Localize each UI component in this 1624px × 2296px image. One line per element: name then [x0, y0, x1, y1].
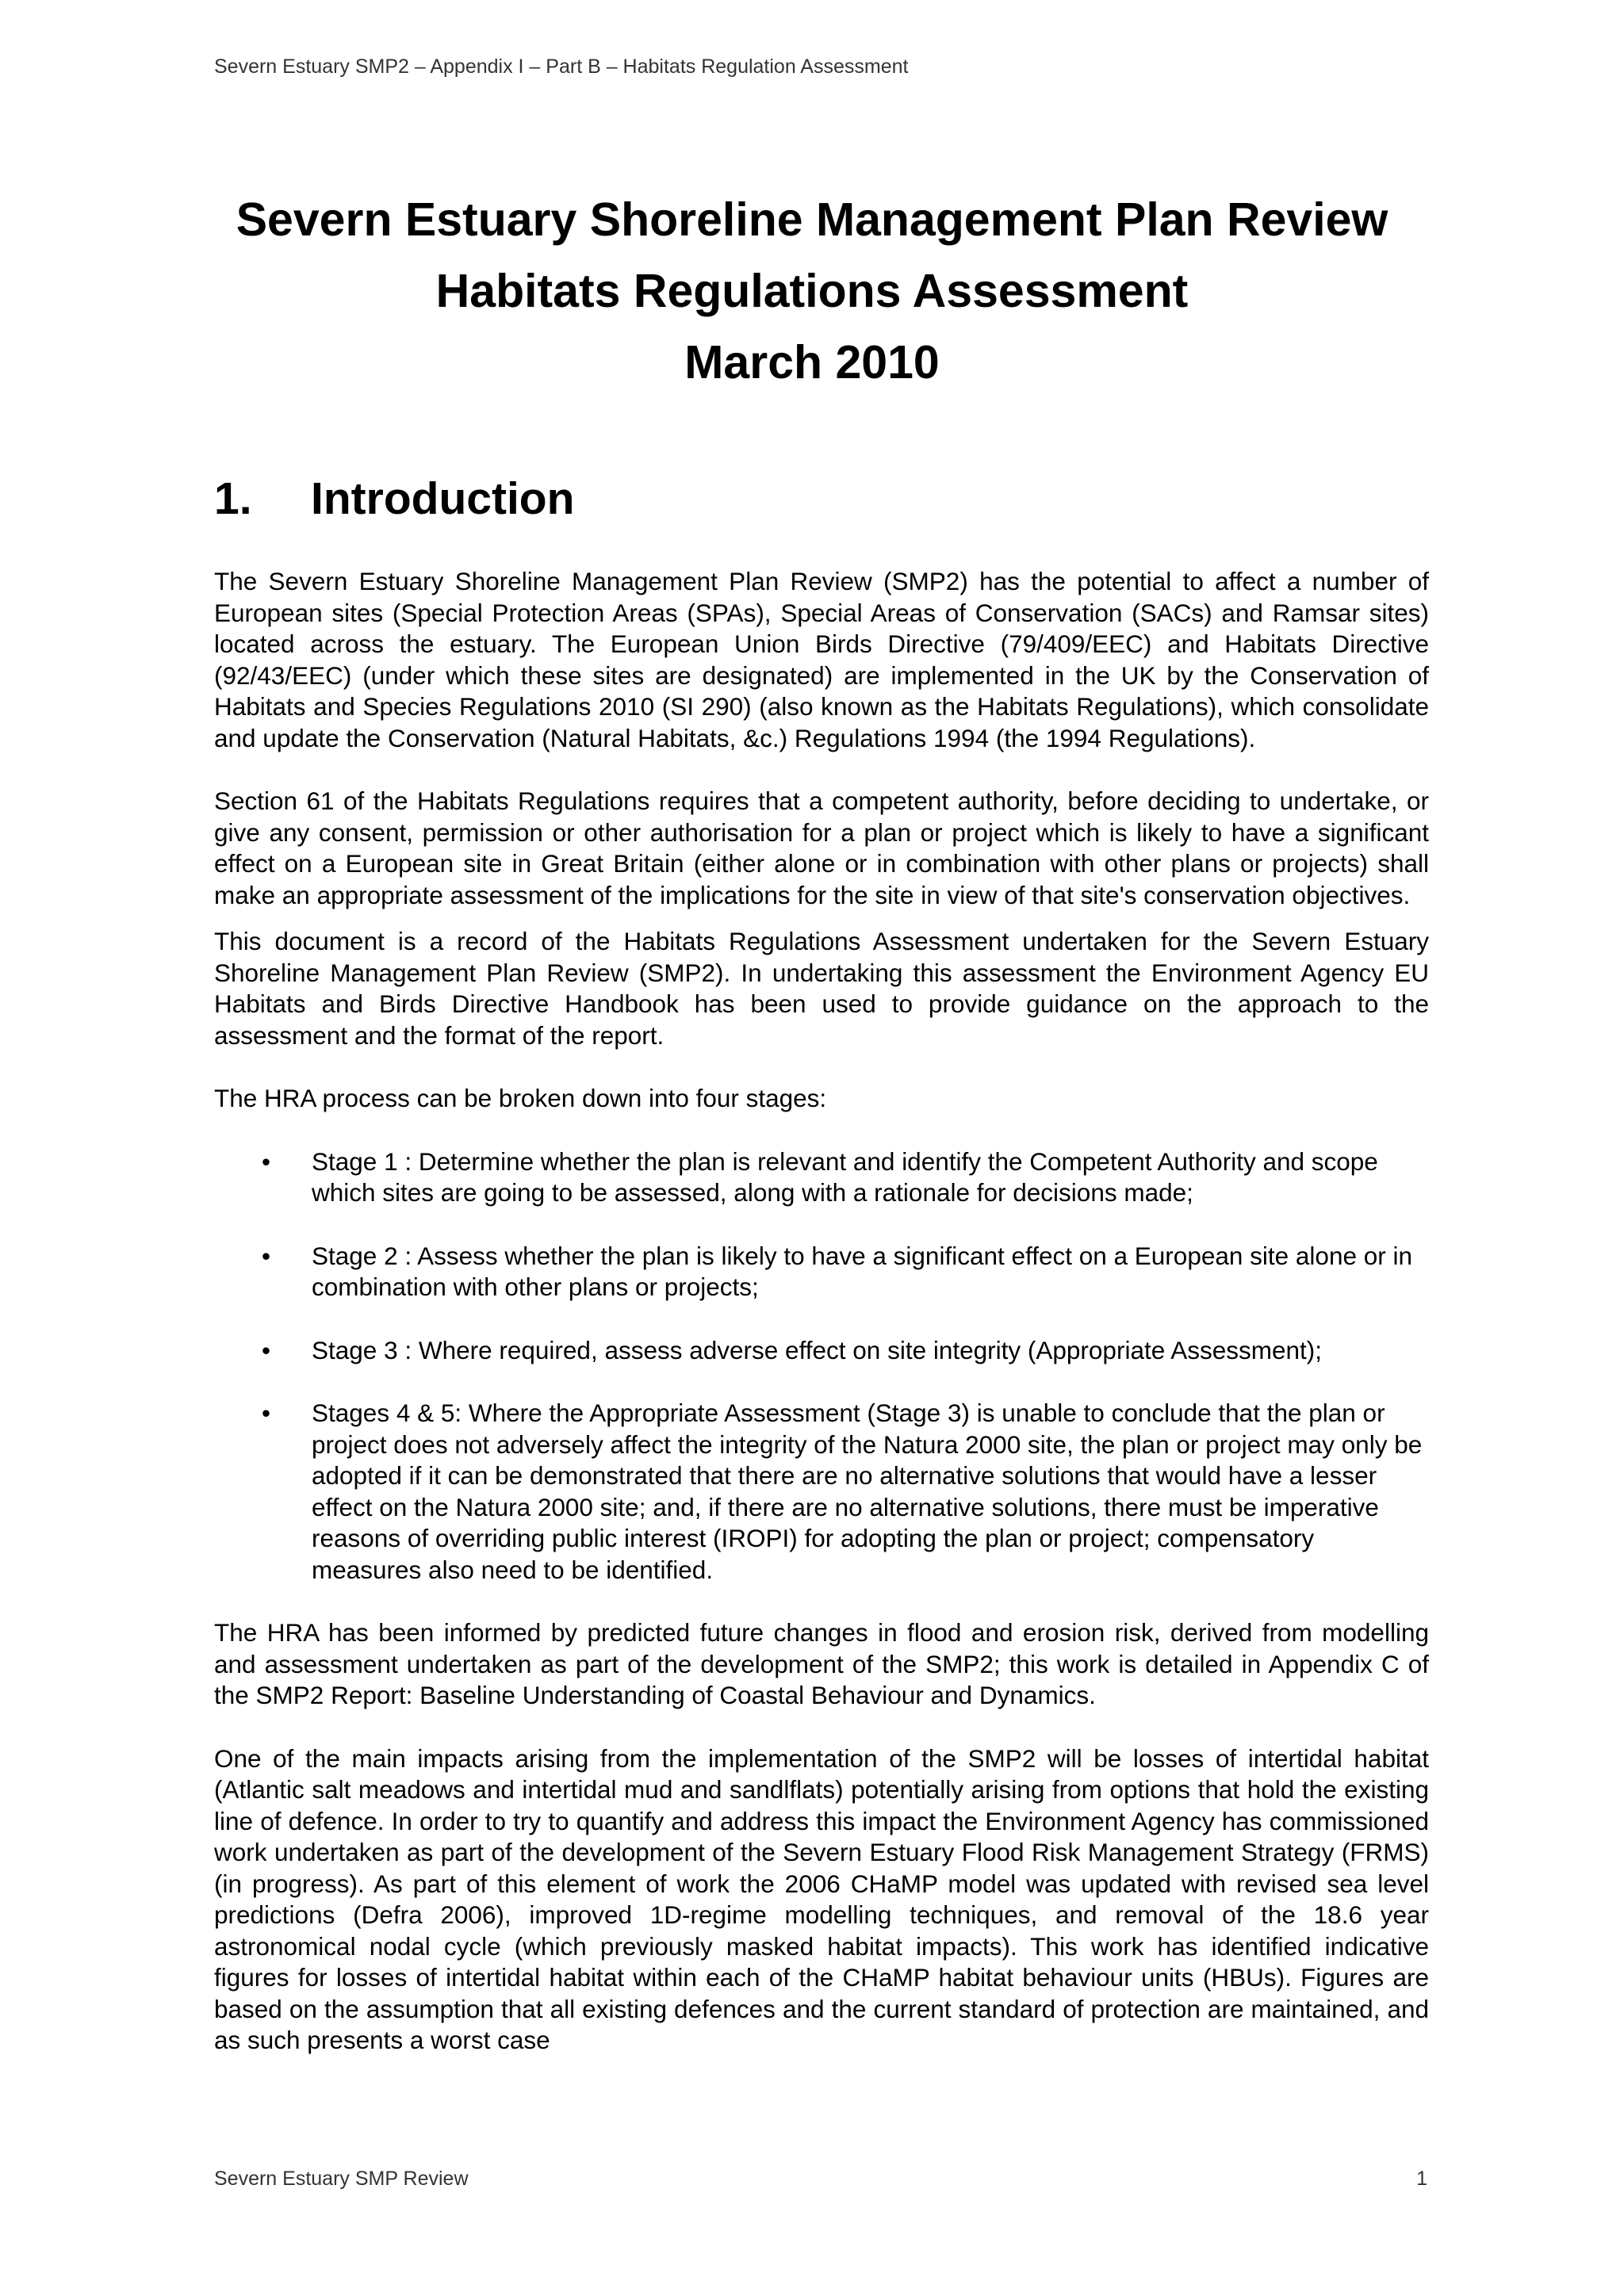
- paragraph-2: Section 61 of the Habitats Regulations requires that a competent authority, before deciding to undertake, or give any consent, permission or other authorisation for a plan or project which is likely to have a significant effect on a European site in Great Britain (either alone or in combination with other plans or projects) shall make an appropriate assessment of the implications for the site in view of that site's conservation objectives.: [214, 786, 1429, 909]
- paragraph-5: The HRA has been informed by predicted future changes in flood and erosion risk, derived from modelling and assessment undertaken as part of the development of the SMP2; this work is detailed in Appendix C of the SMP2 Report: Baseline Understanding of Coastal Behaviour and Dynamics.: [214, 1618, 1429, 1709]
- body-content: [214, 566, 1429, 2057]
- title-line-1: Severn Estuary Shoreline Management Plan Review: [236, 193, 1388, 246]
- stage-4-5-text: Stages 4 & 5: Where the Appropriate Assessment (Stage 3) is unable to conclude that the plan or project does not adversely affect the integrity of the Natura 2000 site, the plan or project may only be adopted if it can be demonstrated that there are no alternative solutions that would have a lesser effect on the Natura 2000 site; and, if there are no alternative solutions, there must be imperative reasons of overriding public interest (IROPI) for adopting the plan or project; compensatory measures also need to be identified.: [312, 1399, 1423, 1584]
- paragraph-4: The HRA process can be broken down into four stages:: [214, 1084, 827, 1112]
- page-number: 1: [1416, 2168, 1427, 2190]
- list-item: [214, 1146, 1429, 1209]
- running-header: Severn Estuary SMP2 – Appendix I – Part B – Habitats Regulation Assessment: [214, 55, 909, 78]
- title-line-2: Habitats Regulations Assessment: [435, 265, 1189, 317]
- paragraph-1: The Severn Estuary Shoreline Management Plan Review (SMP2) has the potential to affect a number of European sites (Special Protection Areas (SPAs), Special Areas of Conservation (SACs) and Ramsar sites) located across the estuary. The European Union Birds Directive (79/409/EEC) and Habitats Directive (92/43/EEC) (under which these sites are designated) are implemented in the UK by the Conservation of Habitats and Species Regulations 2010 (SI 290) (also known as the Habitats Regulations), which consolidate and update the Conservation (Natural Habitats, &c.) Regulations 1994 (the 1994 Regulations).: [214, 567, 1429, 752]
- bullet-icon: •: [262, 1241, 271, 1270]
- stage-1-text: Stage 1 : Determine whether the plan is relevant and identify the Competent Authority and scope which sites are going to be assessed, along with a rationale for decisions made;: [312, 1146, 1378, 1207]
- section-heading: [214, 473, 574, 525]
- stage-3-text: Stage 3 : Where required, assess adverse effect on site integrity (Appropriate Assessment);: [312, 1335, 1323, 1364]
- paragraph-3: This document is a record of the Habitats Regulations Assessment undertaken for the Severn Estuary Shoreline Management Plan Review (SMP2). In undertaking this assessment the Environment Agency EU Habitats and Birds Directive Handbook has been used to provide guidance on the approach to the assessment and the format of the report.: [214, 927, 1429, 1050]
- footer-title: Severn Estuary SMP Review: [214, 2168, 469, 2190]
- bullet-icon: •: [262, 1399, 271, 1427]
- document-title: [159, 184, 1465, 398]
- bullet-icon: •: [262, 1335, 271, 1364]
- stage-list: [214, 1146, 1429, 1586]
- list-item: [214, 1335, 1429, 1367]
- title-line-3: March 2010: [684, 336, 940, 388]
- section-title: Introduction: [311, 473, 575, 524]
- list-item: [214, 1398, 1429, 1586]
- stage-2-text: Stage 2 : Assess whether the plan is likely to have a significant effect on a European site alone or in combination with other plans or projects;: [312, 1241, 1413, 1301]
- bullet-icon: •: [262, 1146, 271, 1176]
- section-number: 1.: [214, 473, 252, 524]
- paragraph-6: One of the main impacts arising from the implementation of the SMP2 will be losses of intertidal habitat (Atlantic salt meadows and intertidal mud and sandlflats) potentially arising from options that hold the existing line of defence. In order to try to quantify and address this impact the Environment Agency has commissioned work undertaken as part of the development of the Severn Estuary Flood Risk Management Strategy (FRMS) (in progress). As part of this element of work the 2006 CHaMP model was updated with revised sea level predictions (Defra 2006), improved 1D-regime modelling techniques, and removal of the 18.6 year astronomical nodal cycle (which previously masked habitat impacts). This work has identified indicative figures for losses of intertidal habitat within each of the CHaMP habitat behaviour units (HBUs). Figures are based on the assumption that all existing defences and the current standard of protection are maintained, and as such presents a worst case: [214, 1743, 1429, 2054]
- list-item: [214, 1241, 1429, 1303]
